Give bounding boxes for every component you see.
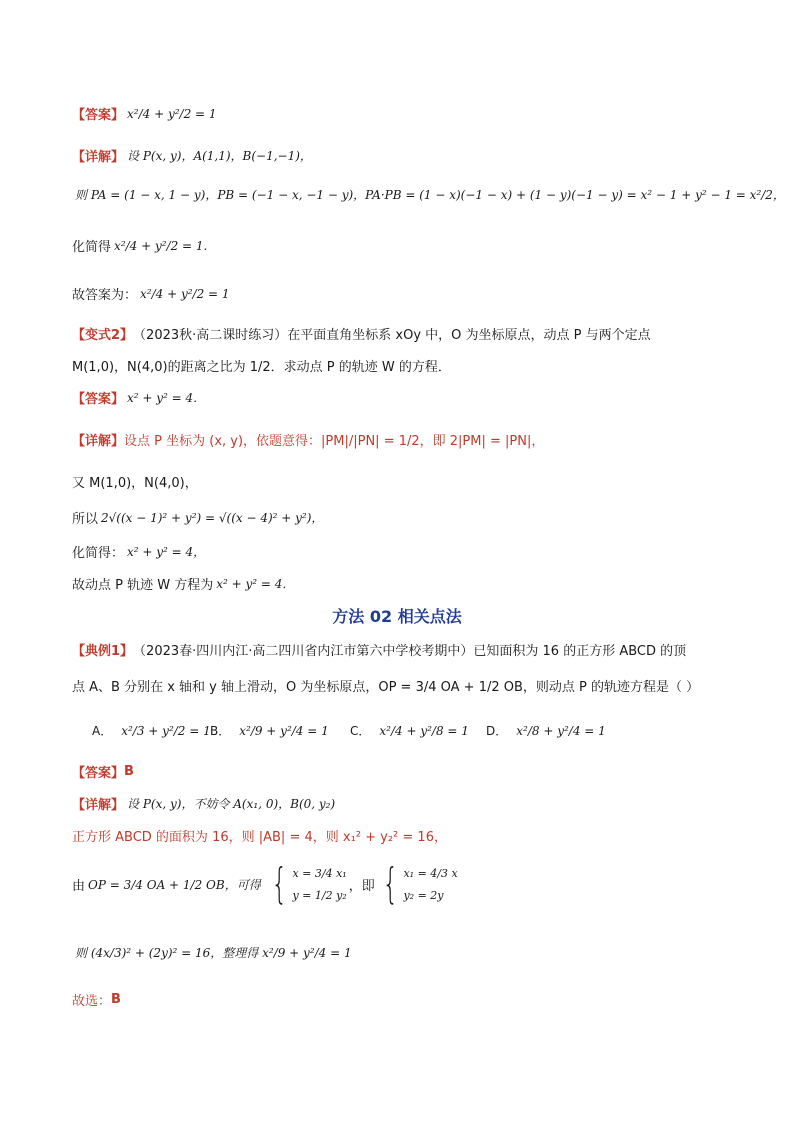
detail3-mid-3: OP = 3/4 OA + 1/2 OB，可得 xyxy=(88,877,261,892)
detail2-prefix-3: 所以 xyxy=(72,512,99,527)
variant2-line-1 xyxy=(72,324,651,343)
option-c-label: C． xyxy=(350,724,371,738)
simplified-line xyxy=(72,236,210,255)
example1-line-1 xyxy=(72,640,686,659)
detail2-prefix-4: 化简得： xyxy=(72,546,125,561)
option-d-label: D． xyxy=(486,724,508,738)
option-c xyxy=(350,722,472,739)
option-b-math: x²/9 + y²/4 = 1 xyxy=(239,723,329,738)
vector-line xyxy=(72,186,788,203)
answer-value-3: B xyxy=(124,764,134,779)
final-choice-value: B xyxy=(111,992,121,1007)
brace-icon: { xyxy=(382,859,399,908)
detail2-math-5: x² + y² = 4． xyxy=(216,577,295,591)
final-choice-line xyxy=(72,990,121,1009)
detail3-math-1: 设 P(x, y)，不妨令 A(x₁, 0)，B(0, y₂) xyxy=(127,797,336,811)
detail3-line-3 xyxy=(72,859,460,908)
system1-row-2: y = 1/2 y₂ xyxy=(292,888,347,902)
answer-tag-2: 【答案】 xyxy=(72,392,125,407)
option-d-math: x²/8 + y²/4 = 1 xyxy=(516,723,606,738)
detail-line-1 xyxy=(72,146,315,165)
answer-line-1 xyxy=(72,104,220,123)
option-c-math: x²/4 + y²/8 = 1 xyxy=(379,723,469,738)
answer-line-3 xyxy=(72,762,134,781)
option-a-math: x²/3 + y²/2 = 1 xyxy=(121,723,211,738)
variant2-question-1: 在平面直角坐标系 xOy 中，O 为坐标原点，动点 P 与两个定点 xyxy=(287,328,651,343)
simplified-prefix: 化简得 xyxy=(72,240,112,255)
final-math: x²/4 + y²/2 = 1 xyxy=(140,286,230,301)
option-b xyxy=(210,722,332,739)
detail-math: 设 P(x, y)，A(1,1)，B(−1,−1)， xyxy=(127,149,312,163)
answer-tag-3: 【答案】 xyxy=(72,766,125,781)
detail2-line-3 xyxy=(72,508,326,527)
detail3-then: ，即 xyxy=(348,878,375,894)
detail2-prefix-5: 故动点 P 轨迹 W 方程为 xyxy=(72,578,214,593)
system1-row-1: x = 3/4 x₁ xyxy=(292,866,347,880)
detail2-line-4 xyxy=(72,542,208,561)
detail2-line-5 xyxy=(72,574,297,593)
brace-icon: { xyxy=(271,859,288,908)
example1-line-2 xyxy=(72,676,699,695)
variant2-question-2: M(1,0)，N(4,0)的距离之比为 1/2．求动点 P 的轨迹 W 的方程． xyxy=(72,360,451,375)
equation-system-2 xyxy=(377,859,458,908)
detail-tag-2: 【详解】 xyxy=(72,434,125,449)
answer-line-2 xyxy=(72,388,208,407)
answer-math-2: x² + y² = 4． xyxy=(127,391,206,405)
final-answer-line xyxy=(72,284,233,303)
detail3-line-2 xyxy=(72,826,447,845)
system2-row-2: y₂ = 2y xyxy=(403,888,444,902)
example1-source: （2023春·四川内江·高二四川省内江市第六中学校考期中） xyxy=(133,644,474,659)
variant2-tag: 【变式2】 xyxy=(72,328,134,343)
detail2-text-2: 又 M(1,0)，N(4,0)， xyxy=(72,476,198,491)
detail2-math-3: 2√((x − 1)² + y²) = √((x − 4)² + y²)， xyxy=(101,511,324,525)
detail2-line-1: 设点 P 坐标为 (x, y)，依题意得：|PM|/|PN| = 1/2，即 2|PM| = |PN|， xyxy=(124,434,545,449)
system2-row-1: x₁ = 4/3 x xyxy=(403,866,458,880)
vector-math: 则 PA = (1 − x, 1 − y)，PB = (−1 − x, −1 − y)，PA·PB = (1 − x)(−1 − x) + (1 − y)(−1 − y) = x² − 1 + y² − 1 = x²/2， xyxy=(75,188,785,202)
example1-question-1: 已知面积为 16 的正方形 ABCD 的顶 xyxy=(473,644,687,659)
variant2-source: （2023秋·高二课时练习） xyxy=(133,328,288,343)
equation-system-1 xyxy=(266,859,347,908)
detail3-line-4 xyxy=(72,944,355,961)
detail-line-2 xyxy=(72,430,544,449)
final-prefix: 故答案为： xyxy=(72,288,138,303)
simplified-math: x²/4 + y²/2 = 1. xyxy=(114,238,208,253)
option-d xyxy=(486,722,609,739)
example1-tag: 【典例1】 xyxy=(72,644,134,659)
option-b-label: B． xyxy=(210,724,231,738)
option-a-label: A． xyxy=(92,724,113,738)
detail2-math-4: x² + y² = 4， xyxy=(127,545,206,559)
variant2-line-2 xyxy=(72,356,451,375)
answer-math: x²/4 + y²/2 = 1 xyxy=(127,106,217,121)
detail3-text-2: 正方形 ABCD 的面积为 16，则 |AB| = 4，则 x₁² + y₂² = 16， xyxy=(72,830,447,845)
detail-tag: 【详解】 xyxy=(72,150,125,165)
detail3-math-4: 则 (4x/3)² + (2y)² = 16，整理得 x²/9 + y²/4 = 1 xyxy=(75,946,352,960)
detail2-line-2 xyxy=(72,472,198,491)
detail-tag-3: 【详解】 xyxy=(72,798,125,813)
option-a xyxy=(92,722,214,739)
final-choice-prefix: 故选： xyxy=(72,994,112,1009)
section-title: 方法 02 相关点法 xyxy=(332,607,462,626)
example1-question-2: 点 A、B 分别在 x 轴和 y 轴上滑动，O 为坐标原点，OP = 3/4 OA + 1/2 OB，则动点 P 的轨迹方程是（ ） xyxy=(72,680,700,695)
detail-line-3 xyxy=(72,794,338,813)
answer-tag: 【答案】 xyxy=(72,108,125,123)
detail3-prefix-3: 由 xyxy=(72,878,86,894)
